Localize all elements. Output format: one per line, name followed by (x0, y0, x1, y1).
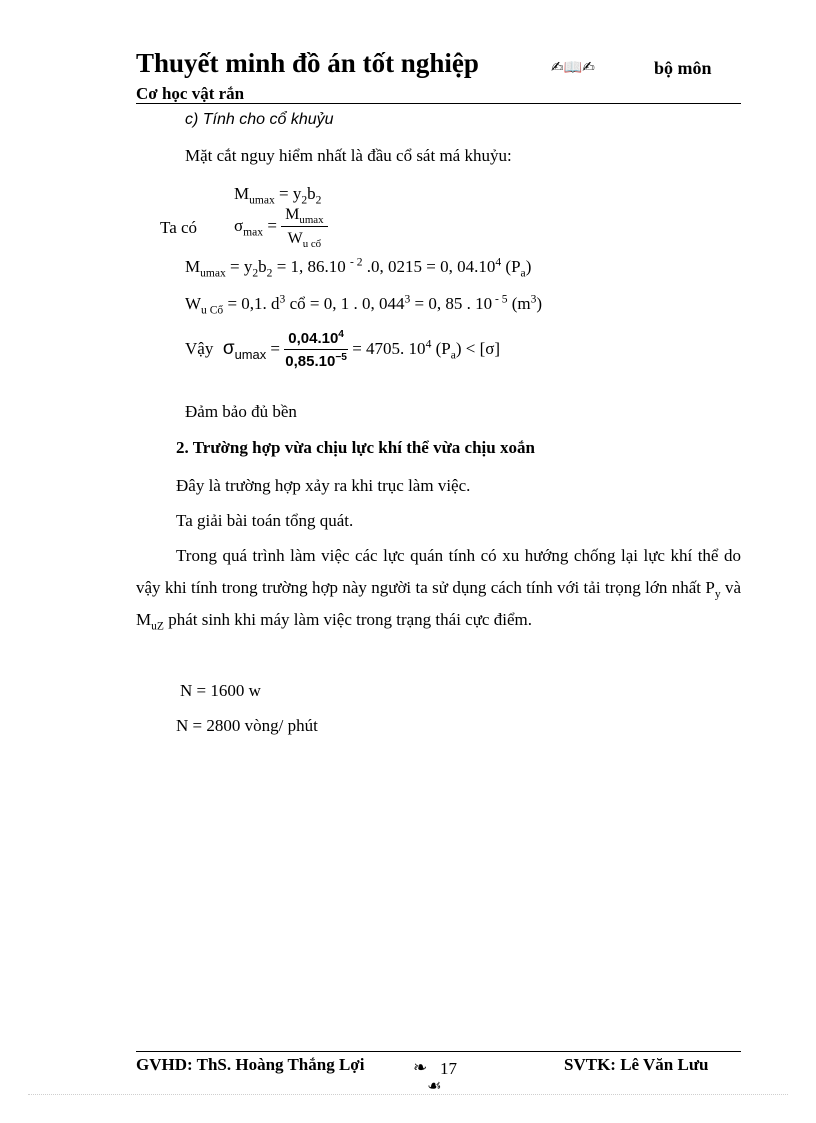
taco-label: Ta có (160, 218, 198, 237)
section-2-paragraph: Trong quá trình làm việc các lực quán tính có xu hướng chống lại lực khí thể do vậy khi tính trong trường hợp này người ta sử dụng cách tính với tải trọng lớn nhất $P_y$ và $M_{uZ}$ phát sinh khi máy làm việc trong trạng thái cực điểm. (136, 546, 741, 633)
footer-rule (136, 1051, 741, 1052)
equation-sigma-max: $\sigma_{max}$ = $\frac{M_{umax}}{W_{u cổ}}$ (234, 206, 328, 248)
power-value: N = 1600 w (180, 681, 261, 700)
equation-moment: $M_{umax} = y_2b_2$ (234, 184, 322, 207)
speed-value: N = 2800 vòng/ phút (176, 716, 318, 735)
equation-stress-result: Vậy $\sigma_{umax}$ = $\frac{0,04.10^4}{0,85.10^{-5}}$ = 4705. $10^4$ $(P_a) < [\sigma]$ (185, 329, 501, 370)
header-subject: Cơ học vật rắn (136, 84, 245, 103)
page-edge-dots (28, 1094, 788, 1095)
equation-section-modulus: $W_{u Cổ} = 0,1$. $d^3$ cổ = 0, 1 . 0, $044^3 = 0$, 85 . 10 $^{- 5}$ $(m^3)$ (185, 292, 543, 317)
page-number: 17 (440, 1059, 457, 1078)
document-title: Thuyết minh đồ án tốt nghiệp (136, 48, 479, 78)
section-c-heading: c) Tính cho cổ khuỷu (185, 111, 334, 128)
header-department: bộ môn (654, 58, 712, 78)
header-rule (136, 103, 741, 104)
section-c-conclusion: Đảm bảo đủ bền (185, 402, 297, 421)
footer-ornament-bottom-icon: ☙ (427, 1076, 442, 1095)
footer-ornament-icon: ❧ (413, 1058, 428, 1078)
section-2-heading: 2. Trường hợp vừa chịu lực khí thể vừa chịu xoắn (176, 438, 535, 457)
footer-student: SVTK: Lê Văn Lưu (564, 1055, 709, 1074)
section-2-line2: Ta giải bài toán tổng quát. (176, 511, 354, 530)
header-ornament-icon: ✍📖✍ (551, 58, 595, 76)
section-2-line1: Đây là trường hợp xảy ra khi trục làm việc. (176, 476, 471, 495)
section-c-intro: Mặt cắt nguy hiểm nhất là đầu cổ sát má khuỷu: (185, 146, 512, 165)
equation-moment-value: $M_{umax} = y_2b_2 = 1$, 86.10 $^{- 2}$ .0, 0215 = 0, 04.10$^4$ $(P_a)$ (185, 255, 532, 280)
footer-supervisor: GVHD: ThS. Hoàng Thắng Lợi (136, 1055, 365, 1074)
